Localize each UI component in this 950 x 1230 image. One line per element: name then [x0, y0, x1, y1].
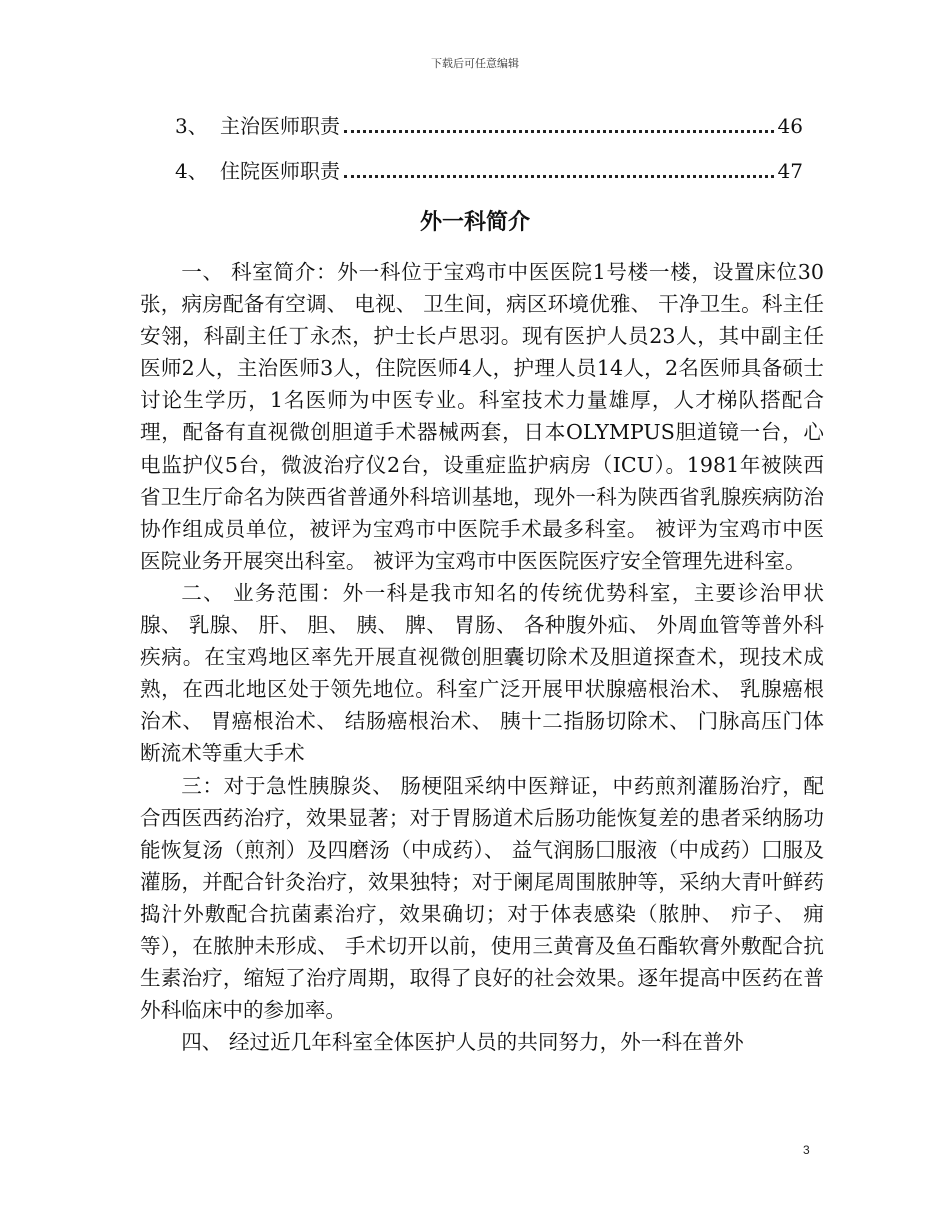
toc-dot-leader: [344, 175, 774, 178]
body-text: [140, 256, 824, 1058]
toc-entry: [175, 112, 803, 140]
toc-label: 住院医师职责: [220, 159, 340, 183]
paragraph-tcm-treatment: 三：对于急性胰腺炎、 肠梗阻采纳中医辩证，中药煎剂灌肠治疗，配合西医西药治疗，效果显著；对于胃肠道术后肠功能恢复差的患者采纳肠功能恢复汤（煎剂）及四磨汤（中成药）、 益气润肠囗服液（中成药）囗服及灌肠，并配合针灸治疗，效果独特；对于阑尾周围脓肿等，采纳大青叶鲜药捣汁外敷配合抗菌素治疗，效果确切；对于体表感染（脓肿、 疖子、 痈等），在脓肿未形成、 手术切开以前，使用三黄膏及鱼石酯软膏外敷配合抗生素治疗，缩短了治疗周期，取得了良好的社会效果。逐年提高中医药在普外科临床中的参加率。: [140, 773, 824, 1023]
toc-dot-leader: [344, 130, 774, 133]
paragraph-department-overview: 一、 科室简介：外一科位于宝鸡市中医医院1号楼一楼，设置床位30张，病房配备有空调、 电视、 卫生间，病区环境优雅、 干净卫生。科主任安翎，科副主任丁永杰，护士长卢思羽。现有医护人员23人，其中副主任医师2人，主治医师3人，住院医师4人，护理人员14人，2名医师具备硕士讨论生学历，1名医师为中医专业。科室技术力量雄厚，人才梯队搭配合理，配备有直视微创胆道手术器械两套，日本OLYMPUS胆道镜一台，心电监护仪5台，微波治疗仪2台，设重症监护病房（ICU）。1981年被陕西省卫生厅命名为陕西省普通外科培训基地，现外一科为陕西省乳腺疾病防治协作组成员单位，被评为宝鸡市中医院手术最多科室。 被评为宝鸡市中医医院业务开展突出科室。 被评为宝鸡市中医医院医疗安全管理先进科室。: [140, 260, 824, 573]
toc-label: 主治医师职责: [220, 114, 340, 138]
toc-number: 4、: [175, 159, 208, 183]
toc-page-number: 46: [777, 114, 803, 138]
toc-page-number: 47: [777, 159, 803, 183]
toc-entry: [175, 157, 803, 185]
header-note: 下载后可任意编辑: [431, 57, 519, 70]
paragraph-business-scope: 二、 业务范围：外一科是我市知名的传统优势科室，主要诊治甲状腺、 乳腺、 肝、 胆、 胰、 脾、 胃肠、 各种腹外疝、 外周血管等普外科疾病。在宝鸡地区率先开展直视微创胆囊切除术及胆道探查术，现技术成熟，在西北地区处于领先地位。科室广泛开展甲状腺癌根治术、 乳腺癌根治术、 胃癌根治术、 结肠癌根治术、 胰十二指肠切除术、 门脉高压门体断流术等重大手术: [140, 580, 824, 766]
toc-number: 3、: [175, 114, 208, 138]
page-number: 3: [803, 1143, 810, 1157]
section-title: 外一科简介: [419, 209, 530, 235]
paragraph-achievements: 四、 经过近几年科室全体医护人员的共同努力，外一科在普外: [181, 1030, 744, 1055]
